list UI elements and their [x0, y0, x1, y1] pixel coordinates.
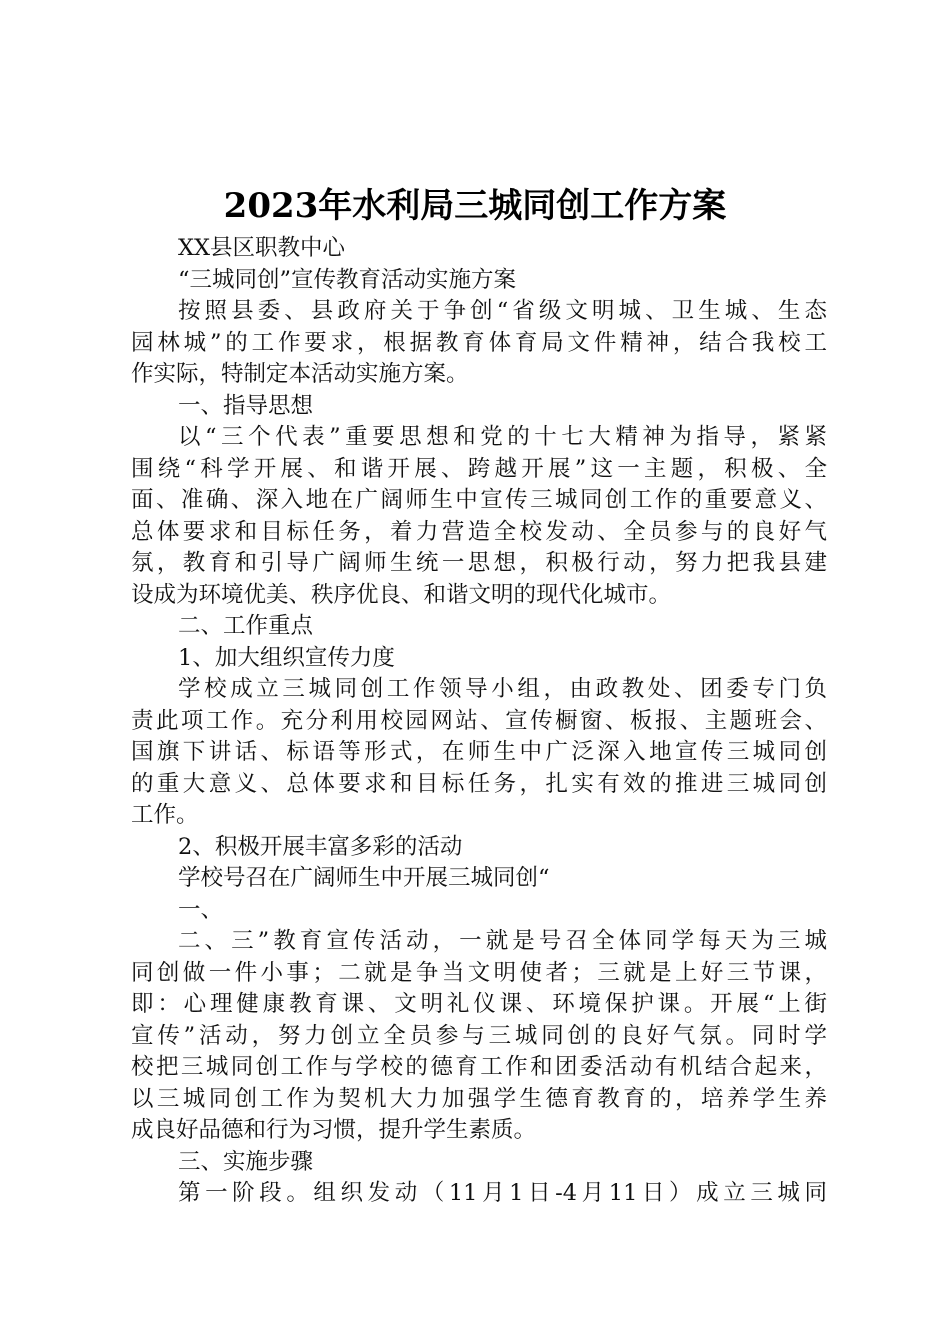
text-line: 以三城同创工作为契机大力加强学生德育教育的，培养学生养 — [131, 1085, 827, 1112]
text-line: 一、指导思想 — [178, 392, 314, 419]
document-title: 2023年水利局三城同创工作方案 — [223, 186, 727, 226]
text-line: 氛，教育和引导广阔师生统一思想，积极行动，努力把我县建 — [131, 550, 827, 576]
text-line: 设成为环境优美、秩序优良、和谐文明的现代化城市。 — [131, 581, 672, 608]
text-line: 即：心理健康教育课、文明礼仪课、环境保护课。开展“上街 — [131, 991, 827, 1017]
text-line: 按照县委、县政府关于争创“省级文明城、卫生城、生态 — [178, 298, 827, 324]
text-line: 同创做一件小事；二就是争当文明使者；三就是上好三节课， — [131, 959, 827, 986]
text-line: 学校号召在广阔师生中开展三城同创“ — [178, 865, 550, 891]
text-line: 的重大意义、总体要求和目标任务，扎实有效的推进三城同创 — [131, 770, 827, 797]
text-line: 总体要求和目标任务，着力营造全校发动、全员参与的良好气 — [131, 518, 827, 545]
text-line: 面、准确、深入地在广阔师生中宣传三城同创工作的重要意义、 — [131, 487, 827, 513]
text-line: 宣传”活动，努力创立全员参与三城同创的良好气氛。同时学 — [131, 1022, 827, 1049]
text-line: 第一阶段。组织发动（11月1日-4月11日）成立三城同 — [178, 1180, 827, 1206]
text-line: 二、三”教育宣传活动，一就是号召全体同学每天为三城 — [178, 928, 827, 954]
text-line: 1、加大组织宣传力度 — [178, 644, 395, 671]
text-line: 二、工作重点 — [178, 613, 314, 639]
text-line: 工作。 — [131, 802, 199, 828]
text-line: 围绕“科学开展、和谐开展、跨越开展”这一主题，积极、全 — [131, 455, 827, 482]
text-line: 三、实施步骤 — [178, 1148, 314, 1175]
text-line: 校把三城同创工作与学校的德育工作和团委活动有机结合起来， — [131, 1054, 827, 1080]
text-line: 学校成立三城同创工作领导小组，由政教处、团委专门负 — [178, 676, 827, 702]
text-line: “三城同创”宣传教育活动实施方案 — [178, 266, 517, 293]
text-line: 一、 — [178, 896, 224, 923]
text-line: 国旗下讲话、标语等形式，在师生中广泛深入地宣传三城同创 — [131, 739, 827, 765]
text-line: 作实际，特制定本活动实施方案。 — [131, 361, 469, 387]
document-body — [131, 233, 827, 1210]
text-line: 成良好品德和行为习惯，提升学生素质。 — [131, 1117, 537, 1143]
text-line: 园林城”的工作要求，根据教育体育局文件精神，结合我校工 — [131, 329, 827, 356]
text-line: 责此项工作。充分利用校园网站、宣传橱窗、板报、主题班会、 — [131, 707, 827, 734]
text-line: 以“三个代表”重要思想和党的十七大精神为指导，紧紧 — [178, 424, 827, 450]
text-line: 2、积极开展丰富多彩的活动 — [178, 833, 463, 860]
text-line: XX县区职教中心 — [178, 235, 346, 261]
